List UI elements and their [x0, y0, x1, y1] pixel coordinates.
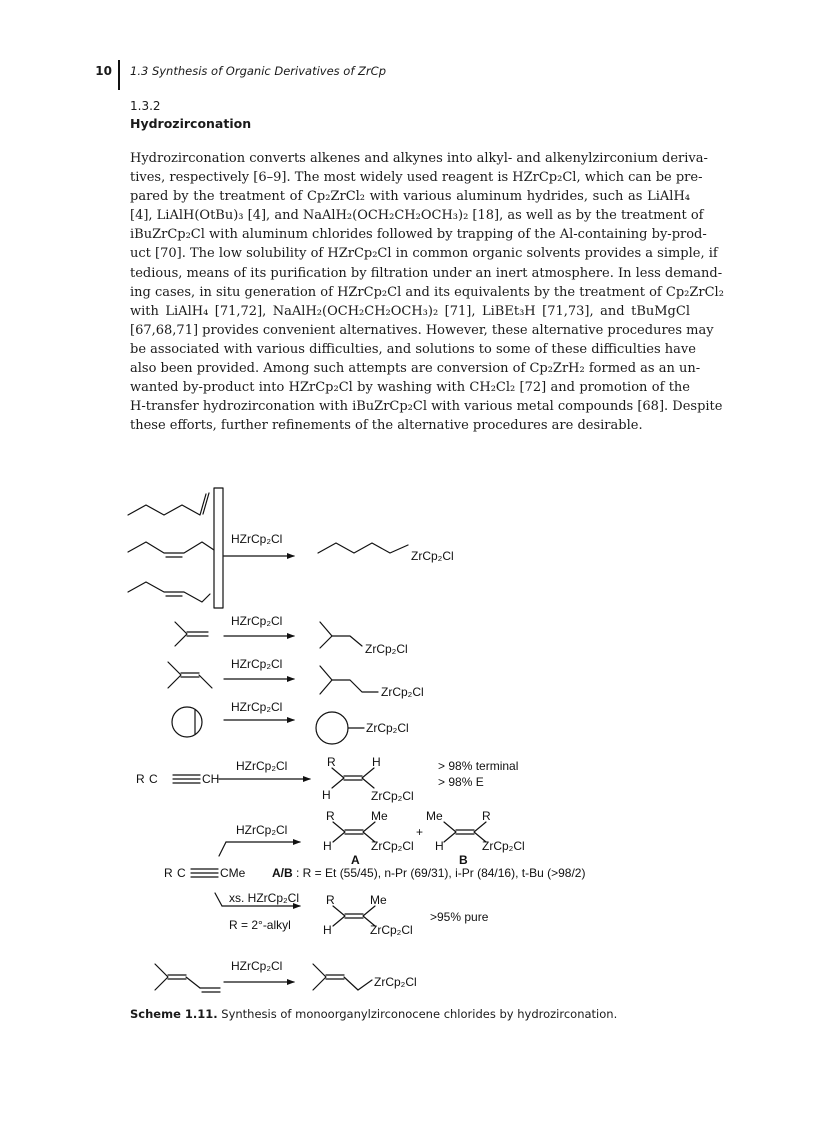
substituent-me: Me	[426, 809, 443, 823]
reagent-label: HZrCp₂Cl	[236, 759, 288, 773]
substituent-r: R	[482, 809, 491, 823]
caption-text: Synthesis of monoorganylzirconocene chlorides by hydrozirconation.	[217, 1007, 618, 1021]
isomer-label-b: B	[459, 853, 468, 867]
ratio-prefix: A/B	[272, 866, 293, 880]
paragraph-line: wanted by-product into HZrCp₂Cl by washing with CH₂Cl₂ [72] and promotion of the	[130, 380, 690, 396]
caption-label: Scheme 1.11.	[130, 1007, 218, 1021]
secondary-alkyl-product-structure	[333, 906, 375, 926]
isobutyl-product-structure	[320, 622, 362, 648]
cycloalkyl-product-structure	[316, 712, 364, 744]
substituent-r: R	[326, 893, 335, 907]
product-label: ZrCp₂Cl	[374, 975, 417, 989]
isomer-label-a: A	[351, 853, 360, 867]
substituent-r: R	[327, 755, 336, 769]
reagent-label: HZrCp₂Cl	[236, 823, 288, 837]
substituent-h: H	[372, 755, 381, 769]
internal-alkyne-cme: CMe	[220, 866, 246, 880]
paragraph-line: H-transfer hydrozirconation with iBuZrCp₂Cl with various metal compounds [68]. Despite	[130, 399, 723, 415]
section-title: Hydrozirconation	[130, 116, 252, 131]
terminal-alkyne-c: C	[149, 772, 158, 786]
paragraph-line: pared by the treatment of Cp₂ZrCl₂ with various aluminum hydrides, such as LiAlH₄	[130, 189, 690, 205]
1-hexene-structure	[128, 493, 209, 515]
product-label: ZrCp₂Cl	[371, 839, 414, 853]
e-alkenyl-product-structure	[332, 768, 374, 788]
regioisomer-ratio	[272, 866, 585, 880]
paragraph-line: uct [70]. The low solubility of HZrCp₂Cl in common organic solvents provides a simple, if	[130, 246, 718, 262]
substituent-me: Me	[371, 809, 388, 823]
substituent-h: H	[323, 923, 332, 937]
plus-sign: +	[416, 825, 424, 839]
selectivity-e: > 98% E	[438, 775, 484, 789]
product-label: ZrCp₂Cl	[482, 839, 525, 853]
purity-label: >95% pure	[430, 910, 489, 924]
paragraph-line: tedious, means of its purification by filtration under an inert atmosphere. In less demand-	[130, 265, 723, 281]
product-label: ZrCp₂Cl	[371, 789, 414, 803]
paragraph-line: these efforts, further refinements of the alternative procedures are desirable.	[130, 418, 643, 434]
product-label: ZrCp₂Cl	[365, 642, 408, 656]
paragraph-line: be associated with various difficulties, and solutions to some of these difficulties have	[130, 341, 696, 357]
2-hexene-structure	[128, 542, 214, 557]
paragraph-line: iBuZrCp₂Cl with aluminum chlorides followed by trapping of the Al-containing by-prod-	[130, 227, 707, 243]
paragraph-line: [67,68,71] provides convenient alternatives. However, these alternative procedures may	[130, 322, 714, 338]
regioisomer-b-structure	[444, 822, 486, 842]
isopentyl-product-structure	[320, 666, 378, 694]
hexene-bracket	[214, 488, 223, 608]
paragraph-line: with LiAlH₄ [71,72], NaAlH₂(OCH₂CH₂OCH₃)₂ [71], LiBEt₃H [71,73], and tBuMgCl	[130, 303, 690, 319]
page-number: 10	[95, 64, 112, 78]
section-number: 1.3.2	[130, 99, 161, 113]
hexyl-product-chain	[318, 543, 408, 553]
paragraph-line: also been provided. Among such attempts are conversion of Cp₂ZrH₂ formed as an un-	[130, 361, 701, 377]
2-methyl-1-3-butadiene-structure	[155, 964, 220, 992]
terminal-alkyne-r: R	[136, 772, 145, 786]
reagent-label: HZrCp₂Cl	[231, 700, 283, 714]
reaction-branch	[215, 893, 222, 906]
reagent-label: HZrCp₂Cl	[231, 532, 283, 546]
excess-reagent-label: xs. HZrCp₂Cl	[229, 891, 299, 905]
isobutene-structure	[175, 622, 208, 646]
internal-alkyne-r: R	[164, 866, 173, 880]
substituent-me: Me	[370, 893, 387, 907]
selectivity-terminal: > 98% terminal	[438, 759, 519, 773]
running-head-title: 1.3 Synthesis of Organic Derivatives of ZrCp	[130, 64, 386, 78]
allylic-product-structure	[313, 964, 372, 990]
3-hexene-structure	[128, 582, 210, 602]
reagent-label: HZrCp₂Cl	[231, 614, 283, 628]
terminal-alkyne-ch: CH	[202, 772, 220, 786]
internal-alkyne-c: C	[177, 866, 186, 880]
paragraph-line: tives, respectively [6–9]. The most widely used reagent is HZrCp₂Cl, which can be pre-	[130, 170, 703, 186]
paragraph-line: Hydrozirconation converts alkenes and alkynes into alkyl- and alkenylzirconium deriva-	[130, 151, 708, 166]
product-label: ZrCp₂Cl	[411, 549, 454, 563]
paragraph-line: ing cases, in situ generation of HZrCp₂Cl and its equivalents by the treatment of Cp₂ZrCl₂	[130, 284, 724, 300]
cycloalkene-structure	[172, 707, 202, 737]
substituent-h: H	[435, 839, 444, 853]
reagent-label: HZrCp₂Cl	[231, 959, 283, 973]
regioisomer-a-structure	[333, 822, 375, 842]
product-label: ZrCp₂Cl	[381, 685, 424, 699]
scheme-caption	[130, 1007, 617, 1021]
product-label: ZrCp₂Cl	[366, 721, 409, 735]
substituent-h: H	[322, 788, 331, 802]
2-methyl-2-butene-structure	[168, 662, 212, 688]
ratio-text: : R = Et (55/45), n-Pr (69/31), i-Pr (84/16), t-Bu (>98/2)	[292, 866, 586, 880]
substituent-h: H	[323, 839, 332, 853]
reaction-branch	[219, 842, 226, 856]
paragraph-line: [4], LiAlH(OtBu)₃ [4], and NaAlH₂(OCH₂CH₂OCH₃)₂ [18], as well as by the treatment of	[130, 208, 704, 224]
reagent-label: HZrCp₂Cl	[231, 657, 283, 671]
substituent-r: R	[326, 809, 335, 823]
product-label: ZrCp₂Cl	[370, 923, 413, 937]
secondary-alkyl-condition: R = 2°-alkyl	[229, 918, 291, 932]
